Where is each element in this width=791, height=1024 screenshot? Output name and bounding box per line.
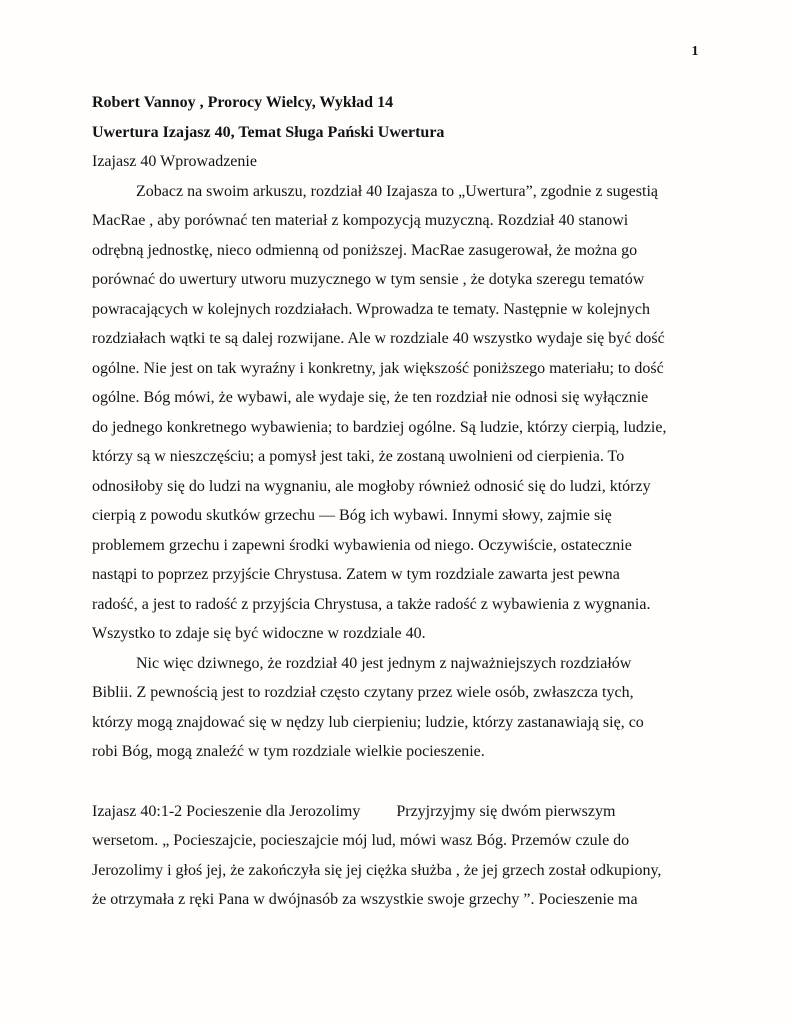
title-line: Robert Vannoy , Prorocy Wielcy, Wykład 14 <box>92 94 394 111</box>
page-number: 1 <box>691 44 699 59</box>
paragraph <box>92 649 712 767</box>
title-line: Uwertura Izajasz 40, Temat Sługa Pański Uwertura <box>92 123 445 141</box>
text-line: którzy mogą znajdować się w nędzy lub cierpieniu; ludzie, którzy zastanawiają się, co <box>92 713 644 731</box>
text-line: Jerozolimy i głoś jej, że zakończyła się jej ciężka służba , że jej grzech został odkupiony, <box>92 861 662 879</box>
text-line: robi Bóg, mogą znaleźć w tym rozdziale wielkie pocieszenie. <box>92 743 485 760</box>
text-line: Wszystko to zdaje się być widoczne w rozdziale 40. <box>92 625 426 642</box>
text-line: Zobacz na swoim arkuszu, rozdział 40 Izajasza to „Uwertura”, zgodnie z sugestią <box>136 182 658 200</box>
text-line: powracających w kolejnych rozdziałach. Wprowadza te tematy. Następnie w kolejnych <box>92 300 650 318</box>
text-line: nastąpi to poprzez przyjście Chrystusa. Zatem w tym rozdziale zawarta jest pewna <box>92 566 620 583</box>
text-line: ogólne. Bóg mówi, że wybawi, ale wydaje się, że ten rozdział nie odnosi się wyłącznie <box>92 389 649 406</box>
text-line: Izajasz 40:1-2 Pocieszenie dla Jerozolimy Przyjrzyjmy się dwóm pierwszym <box>92 802 616 820</box>
paragraph <box>92 797 712 915</box>
text-line: do jednego konkretnego wybawienia; to bardziej ogólne. Są ludzie, którzy cierpią, ludzie, <box>92 418 667 436</box>
text-line: radość, a jest to radość z przyjścia Chrystusa, a także radość z wybawienia z wygnania. <box>92 595 651 613</box>
text-line: Biblii. Z pewnością jest to rozdział często czytany przez wiele osób, zwłaszcza tych, <box>92 684 634 701</box>
text-line: cierpią z powodu skutków grzechu — Bóg ich wybawi. Innymi słowy, zajmie się <box>92 507 612 524</box>
title-line: Izajasz 40 Wprowadzenie <box>92 153 257 170</box>
text-line: odrębną jednostkę, nieco odmienną od poniższej. MacRae zasugerował, że można go <box>92 241 638 259</box>
text-line: MacRae , aby porównać ten materiał z kompozycją muzyczną. Rozdział 40 stanowi <box>92 212 629 229</box>
paragraph <box>92 177 712 649</box>
text-line: odnosiłoby się do ludzi na wygnaniu, ale mogłoby również odnosić się do ludzi, którzy <box>92 477 651 495</box>
text-line: wersetom. „ Pocieszajcie, pocieszajcie mój lud, mówi wasz Bóg. Przemów czule do <box>92 832 630 849</box>
text-line: problemem grzechu i zapewni środki wybawienia od niego. Oczywiście, ostatecznie <box>92 536 632 554</box>
text-line: którzy są w nieszczęściu; a pomysł jest taki, że zostaną uwolnieni od cierpienia. To <box>92 448 625 465</box>
text-line: porównać do uwertury utworu muzycznego w tym sensie , że dotyka szeregu tematów <box>92 271 645 288</box>
text-line: Nic więc dziwnego, że rozdział 40 jest jednym z najważniejszych rozdziałów <box>136 654 632 672</box>
text-line: ogólne. Nie jest on tak wyraźny i konkretny, jak większość poniższego materiału; to dość <box>92 359 664 377</box>
document-body <box>92 88 712 915</box>
text-line: że otrzymała z ręki Pana w dwójnasób za wszystkie swoje grzechy ”. Pocieszenie ma <box>92 891 638 908</box>
text-line: rozdziałach wątki te są dalej rozwijane. Ale w rozdziale 40 wszystko wydaje się być dość <box>92 330 665 347</box>
